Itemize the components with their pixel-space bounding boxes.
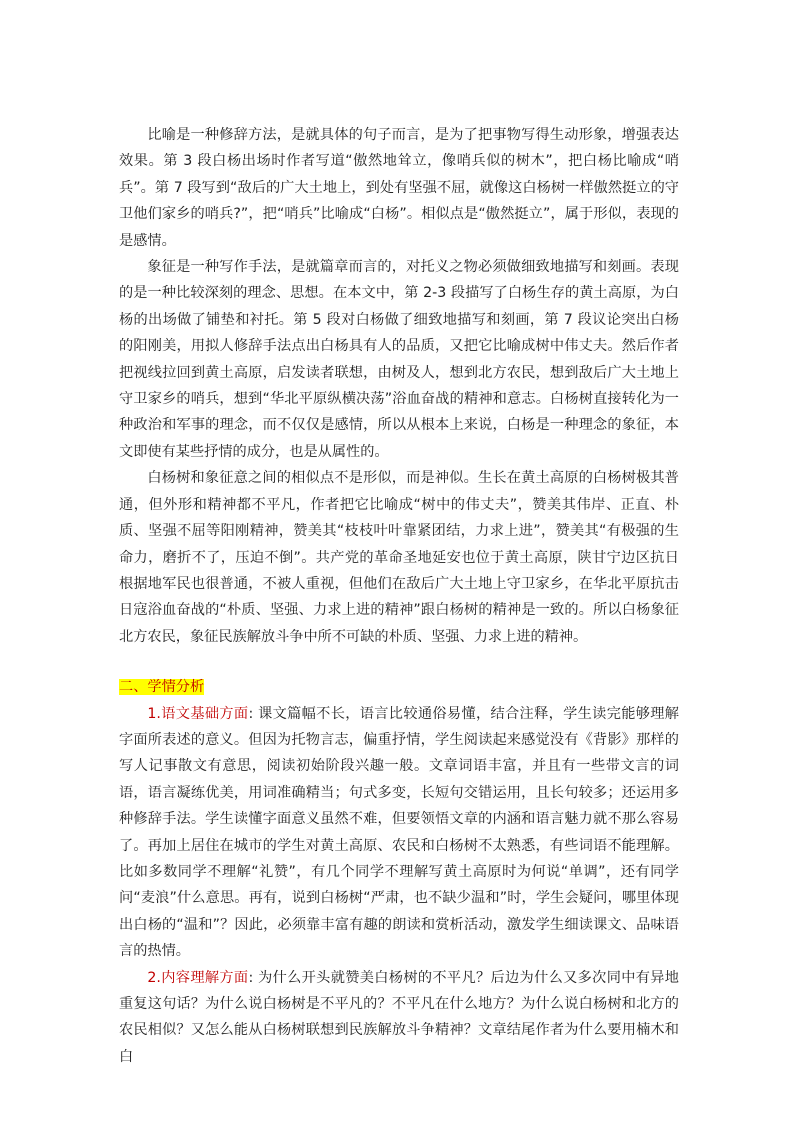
analysis-item-label: 2.内容理解方面: [147, 969, 249, 986]
analysis-item-language-basics: [119, 701, 679, 965]
analysis-item-label: 1.语文基础方面: [147, 705, 249, 722]
analysis-item-text: : 为什么开头就赞美白杨树的不平凡？后边为什么又多次同中有异地重复这句话？为什么说白杨树是不平凡的？不平凡在什么地方？为什么说白杨树和北方的农民相似？又怎么能从白杨树联想到民族解放斗争精神？文章结尾作者为什么要用楠木和白: [119, 969, 679, 1065]
analysis-item-content-understanding: [119, 965, 679, 1071]
paragraph-similarity: 白杨树和象征意之间的相似点不是形似，而是神似。生长在黄土高原的白杨树极其普通，但外形和精神都不平凡，作者把它比喻成“树中的伟丈夫”，赞美其伟岸、正直、朴质、坚强不屈等阳刚精神，赞美其“枝枝叶叶靠紧团结，力求上进”，赞美其“有极强的生命力，磨折不了，压迫不倒”。共产党的革命圣地延安也位于黄土高原，陕甘宁边区抗日根据地军民也很普通，不被人重视，但他们在敌后广大土地上守卫家乡，在华北平原抗击日寇浴血奋战的“朴质、坚强、力求上进的精神”跟白杨树的精神是一致的。所以白杨象征北方农民，象征民族解放斗争中所不可缺的朴质、坚强、力求上进的精神。: [119, 470, 679, 645]
section-spacer: [119, 650, 679, 674]
section-heading: [119, 674, 679, 700]
section-heading-text: 二、学情分析: [119, 679, 205, 696]
paragraph-metaphor: 比喻是一种修辞方法，是就具体的句子而言，是为了把事物写得生动形象，增强表达效果。第 3 段白杨出场时作者写道“傲然地耸立，像哨兵似的树木”，把白杨比喻成“哨兵”。第 7 段写到“敌后的广大土地上，到处有坚强不屈，就像这白杨树一样傲然挺立的守卫他们家乡的哨兵?”，把“哨兵”比喻成“白杨”。相似点是“傲然挺立”，属于形似，表现的是感情。: [119, 127, 679, 249]
document-page: [119, 122, 679, 1070]
paragraph-symbolism: 象征是一种写作手法，是就篇章而言的，对托义之物必须做细致地描写和刻画。表现的是一种比较深刻的理念、思想。在本文中，第 2-3 段描写了白杨生存的黄土高原，为白杨的出场做了铺垫和衬托。第 5 段对白杨做了细致地描写和刻画，第 7 段议论突出白杨的阳刚美，用拟人修辞手法点出白杨具有人的品质，又把它比喻成树中伟丈夫。然后作者把视线拉回到黄土高原，启发读者联想，由树及人，想到北方农民，想到敌后广大土地上守卫家乡的哨兵，想到“华北平原纵横决荡”浴血奋战的精神和意志。白杨树直接转化为一种政治和军事的理念，而不仅仅是感情，所以从根本上来说，白杨是一种理念的象征，本文即使有某些抒情的成分，也是从属性的。: [119, 259, 679, 460]
analysis-item-text: : 课文篇幅不长，语言比较通俗易懂，结合注释，学生读完能够理解字面所表述的意义。但因为托物言志，偏重抒情，学生阅读起来感觉没有《背影》那样的写人记事散文有意思，阅读初始阶段兴趣一般。文章词语丰富，并且有一些带文言的词语，语言凝练优美，用词准确精当；句式多变，长短句交错运用，且长句较多；还运用多种修辞手法。学生读懂字面意义虽然不难，但要领悟文章的内涵和语言魅力就不那么容易了。再加上居住在城市的学生对黄土高原、农民和白杨树不太熟悉，有些词语不能理解。比如多数同学不理解“礼赞”，有几个同学不理解写黄土高原时为何说“单调”，还有同学问“麦浪”什么意思。再有，说到白杨树“严肃，也不缺少温和”时，学生会疑问，哪里体现出白杨的“温和”？因此，必须靠丰富有趣的朗读和赏析活动，激发学生细读课文、品味语言的热情。: [119, 705, 679, 960]
